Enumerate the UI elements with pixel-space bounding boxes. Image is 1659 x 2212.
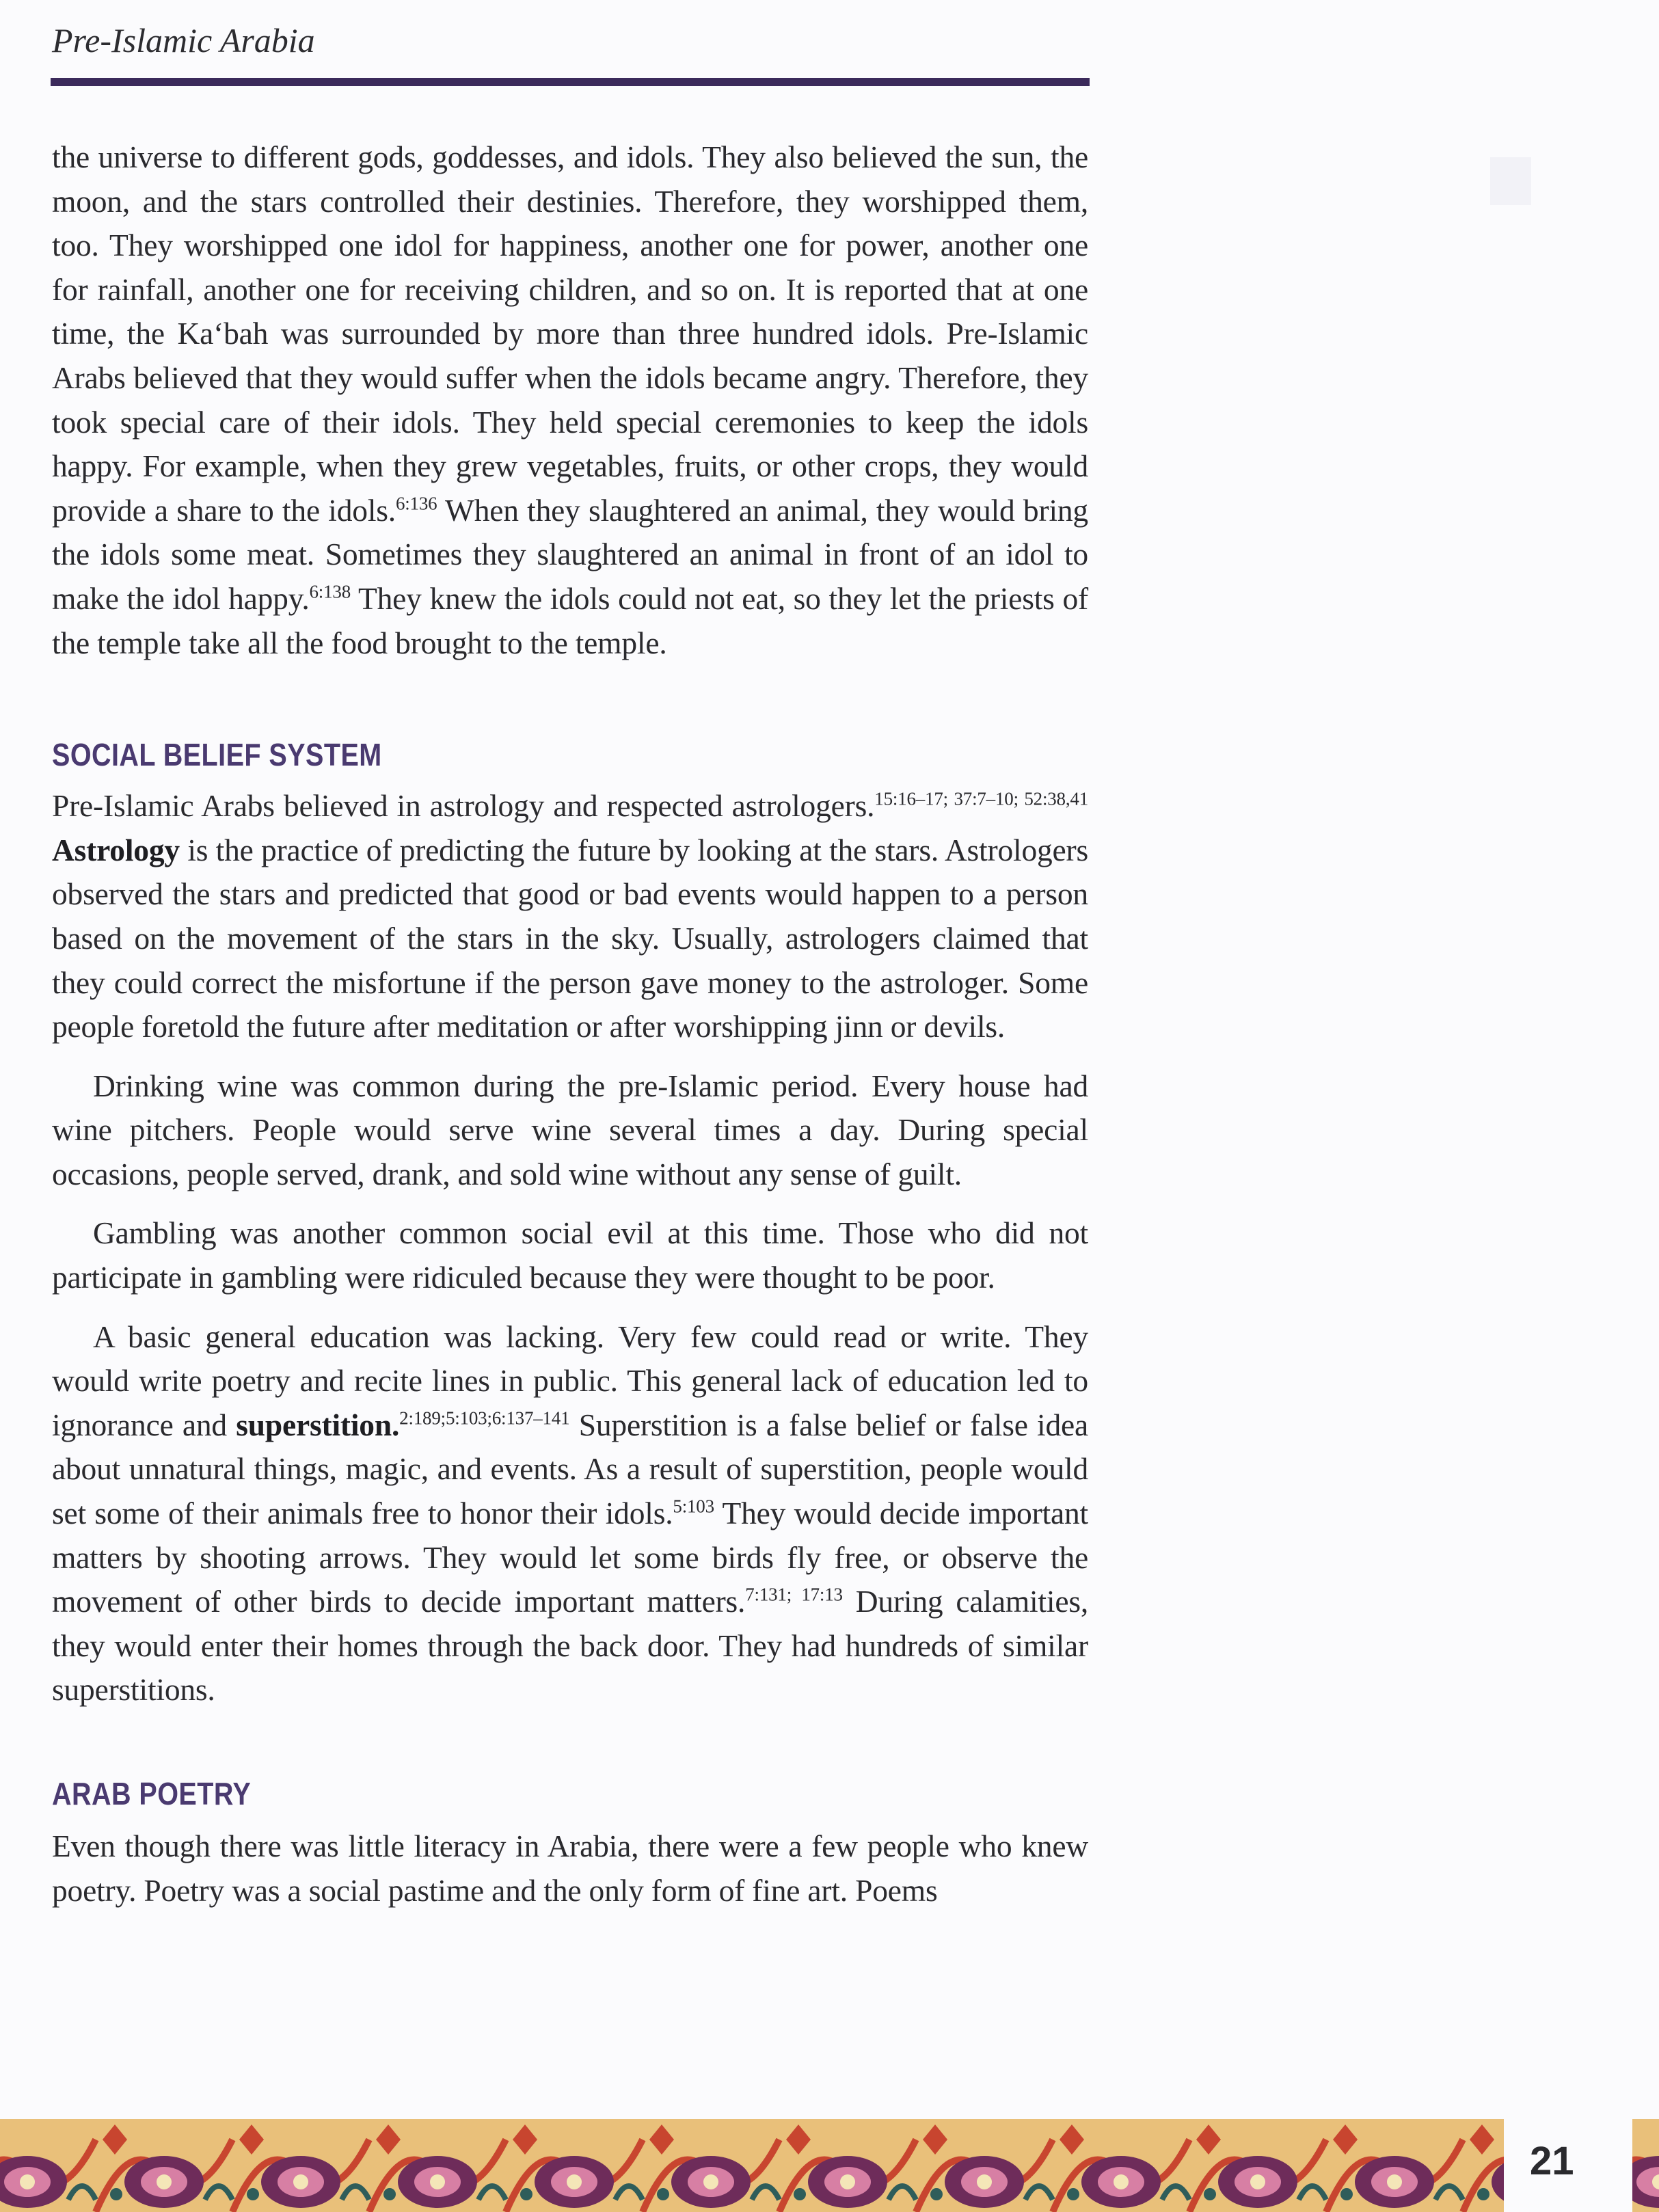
header-title: Pre-Islamic Arabia xyxy=(52,21,315,59)
citation-superscript: 6:138 xyxy=(309,581,351,602)
text-column xyxy=(52,135,1088,1913)
arabesque-pattern-edge xyxy=(1632,2119,1659,2212)
page-number: 21 xyxy=(1530,2139,1574,2183)
citation-superscript: 2:189;5:103;6:137–141 xyxy=(399,1407,570,1429)
citation-superscript: 5:103 xyxy=(673,1496,714,1517)
decorative-border xyxy=(0,2119,1504,2212)
decorative-border-edge xyxy=(1632,2119,1659,2212)
paragraph-wine: Drinking wine was common during the pre-Islamic period. Every house had wine pitchers. People would serve wine several times a day. During special occasions, people served, drank, and sold wine without any sense of guilt. xyxy=(52,1068,1088,1191)
citation-superscript: 7:131; 17:13 xyxy=(745,1584,843,1605)
header-rule xyxy=(51,78,1090,86)
bold-term: Astrology xyxy=(52,832,180,867)
running-header xyxy=(51,18,1090,72)
paragraph-poetry: Even though there was little literacy in Arabia, there were a few people who knew poetry. Poetry was a social pastime and the only form of fine art. Poems xyxy=(52,1829,1088,1908)
paragraph-intro: the universe to different gods, goddesses, and idols. They also believed the sun, the moon, and the stars controlled their destinies. Therefore, they worshipped them, too. They worshipped one idol for happiness, another one for power, another one for rainfall, another one for receiving children, and so on. It is reported that at one time, the Ka‘bah was surrounded by more than three hundred idols. Pre-Islamic Arabs believed that they would suffer when the idols became angry. Therefore, they took special care of their idols. They held special ceremonies to keep the idols happy. For example, when they grew vegetables, fruits, or other crops, they would provide a share to the idols.$^{6:136}$ When they slaughtered an animal, they would bring the idols some meat. Sometimes they slaughtered an animal in front of an idol to make the idol happy.$^{6:138}$ They knew the idols could not eat, so they let the priests of the temple take all the food brought to the temple. xyxy=(52,139,1088,660)
bold-term: superstition. xyxy=(236,1407,400,1442)
paragraph-superstition: A basic general education was lacking. Very few could read or write. They would write poetry and recite lines in public. This general lack of education led to ignorance and superstition.$^{2:189;5:103;6:137-141}$ Superstition is a false belief or false idea about unnatural things, magic, and events. As a result of superstition, people would set some of their animals free to honor their idols.$^{5:103}$ They would decide important matters by shooting arrows. They would let some birds fly free, or observe the movement of other birds to decide important matters.$^{7:131; 17:13}$ During calamities, they would enter their homes through the back door. They had hundreds of similar superstitions. xyxy=(52,1319,1089,1708)
arabesque-pattern xyxy=(0,2119,1504,2212)
paragraph-astrology: Pre-Islamic Arabs believed in astrology and respected astrologers.$^{15:16-17; 37:7-10; 52:38,41}$ Astrology is the practice of predicting the future by looking at the stars. Astrologers observed the stars and predicted that good or bad events would happen to a person based on the movement of the stars in the sky. Usually, astrologers claimed that they could correct the misfortune if the person gave money to the astrologer. Some people foretold the future after meditation or after worshipping jinn or devils. xyxy=(52,788,1089,1044)
citation-superscript: 15:16–17; 37:7–10; 52:38,41 xyxy=(874,788,1089,809)
facing-page-bleed xyxy=(1490,157,1531,205)
heading-arab-poetry: ARAB POETRY xyxy=(52,1776,252,1811)
paragraph-gambling: Gambling was another common social evil at this time. Those who did not participate in gambling were ridiculed because they were thought to be poor. xyxy=(52,1215,1088,1295)
heading-social-belief-system: SOCIAL BELIEF SYSTEM xyxy=(52,737,382,773)
citation-superscript: 6:136 xyxy=(395,493,437,514)
